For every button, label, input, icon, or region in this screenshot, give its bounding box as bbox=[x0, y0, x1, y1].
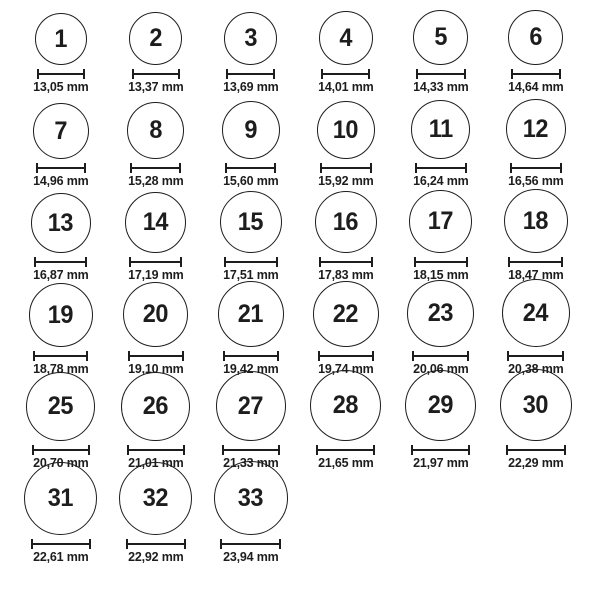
diameter-label: 18,78 mm bbox=[32, 361, 89, 377]
ring-size-item bbox=[203, 380, 298, 474]
diameter-measure-line bbox=[416, 69, 466, 79]
ring-size-item bbox=[108, 380, 203, 474]
ring-circle bbox=[508, 10, 563, 65]
ring-size-item bbox=[298, 286, 393, 380]
ring-size-item bbox=[108, 286, 203, 380]
ring-size-item bbox=[203, 474, 298, 568]
ring-size-number: 8 bbox=[149, 116, 162, 145]
diameter-measure-line bbox=[412, 351, 469, 361]
diameter-label: 17,19 mm bbox=[127, 267, 184, 283]
diameter-measure-line bbox=[223, 351, 279, 361]
ring-circle bbox=[214, 461, 288, 535]
ring-circle bbox=[33, 103, 89, 159]
ring-size-item bbox=[13, 286, 108, 380]
ring-circle bbox=[413, 10, 468, 65]
ring-size-number: 29 bbox=[427, 391, 454, 420]
diameter-measure-line bbox=[316, 445, 375, 455]
diameter-measure-line bbox=[415, 163, 467, 173]
diameter-label: 18,15 mm bbox=[412, 267, 469, 283]
ring-circle bbox=[409, 190, 472, 253]
diameter-measure-line bbox=[33, 351, 88, 361]
diameter-label: 16,56 mm bbox=[507, 173, 564, 189]
ring-circle bbox=[315, 191, 377, 253]
ring-size-number: 18 bbox=[522, 206, 549, 235]
diameter-label: 15,28 mm bbox=[127, 173, 184, 189]
diameter-label: 13,05 mm bbox=[32, 79, 89, 95]
ring-circle bbox=[31, 193, 91, 253]
diameter-label: 21,65 mm bbox=[317, 455, 374, 471]
ring-size-item bbox=[393, 98, 488, 192]
ring-circle bbox=[24, 462, 97, 535]
ring-size-item bbox=[298, 380, 393, 474]
diameter-label: 14,33 mm bbox=[412, 79, 469, 95]
ring-size-number: 10 bbox=[332, 115, 359, 144]
diameter-measure-line bbox=[222, 445, 280, 455]
diameter-measure-line bbox=[224, 257, 278, 267]
ring-size-number: 9 bbox=[244, 115, 257, 144]
diameter-label: 15,92 mm bbox=[317, 173, 374, 189]
diameter-label: 20,38 mm bbox=[507, 361, 564, 377]
diameter-measure-line bbox=[34, 257, 87, 267]
ring-circle bbox=[411, 100, 470, 159]
diameter-measure-line bbox=[510, 163, 562, 173]
ring-size-item bbox=[203, 286, 298, 380]
diameter-label: 16,87 mm bbox=[32, 267, 89, 283]
ring-size-item bbox=[298, 192, 393, 286]
diameter-label: 21,97 mm bbox=[412, 455, 469, 471]
ring-size-number: 30 bbox=[522, 390, 549, 419]
diameter-measure-line bbox=[318, 351, 374, 361]
ring-circle bbox=[26, 372, 95, 441]
ring-circle bbox=[224, 12, 277, 65]
diameter-measure-line bbox=[129, 257, 182, 267]
ring-size-item bbox=[488, 380, 583, 474]
ring-circle bbox=[119, 462, 192, 535]
diameter-measure-line bbox=[319, 257, 373, 267]
ring-circle bbox=[502, 279, 570, 347]
diameter-measure-line bbox=[507, 351, 564, 361]
diameter-measure-line bbox=[321, 69, 370, 79]
ring-size-item bbox=[393, 4, 488, 98]
ring-circle bbox=[35, 13, 87, 65]
ring-size-number: 14 bbox=[142, 208, 169, 237]
diameter-measure-line bbox=[411, 445, 470, 455]
ring-circle bbox=[216, 371, 286, 441]
diameter-label: 14,96 mm bbox=[32, 173, 89, 189]
diameter-measure-line bbox=[511, 69, 561, 79]
ring-size-number: 19 bbox=[47, 300, 74, 329]
diameter-measure-line bbox=[31, 539, 91, 549]
ring-size-item bbox=[488, 286, 583, 380]
ring-size-number: 13 bbox=[47, 208, 74, 237]
ring-circle bbox=[29, 283, 93, 347]
ring-size-number: 16 bbox=[332, 207, 359, 236]
ring-size-item bbox=[13, 192, 108, 286]
ring-size-number: 21 bbox=[237, 299, 264, 328]
ring-size-number: 26 bbox=[142, 392, 169, 421]
ring-size-number: 27 bbox=[237, 391, 264, 420]
ring-size-item bbox=[203, 192, 298, 286]
diameter-label: 18,47 mm bbox=[507, 267, 564, 283]
ring-size-number: 6 bbox=[529, 23, 542, 52]
diameter-label: 17,51 mm bbox=[222, 267, 279, 283]
diameter-measure-line bbox=[226, 69, 275, 79]
ring-circle bbox=[220, 191, 282, 253]
ring-circle bbox=[313, 281, 379, 347]
diameter-measure-line bbox=[132, 69, 180, 79]
diameter-label: 15,60 mm bbox=[222, 173, 279, 189]
ring-circle bbox=[222, 101, 280, 159]
ring-size-number: 32 bbox=[142, 484, 169, 513]
ring-size-number: 4 bbox=[339, 23, 352, 52]
ring-circle bbox=[310, 370, 381, 441]
ring-circle bbox=[319, 11, 373, 65]
ring-size-item bbox=[108, 98, 203, 192]
diameter-measure-line bbox=[126, 539, 186, 549]
ring-size-item bbox=[393, 380, 488, 474]
ring-size-item bbox=[488, 4, 583, 98]
ring-circle bbox=[123, 282, 188, 347]
ring-size-number: 20 bbox=[142, 300, 169, 329]
ring-size-item bbox=[393, 192, 488, 286]
diameter-measure-line bbox=[32, 445, 90, 455]
ring-circle bbox=[218, 281, 284, 347]
diameter-label: 20,06 mm bbox=[412, 361, 469, 377]
diameter-label: 20,70 mm bbox=[32, 455, 89, 471]
ring-circle bbox=[504, 189, 568, 253]
ring-size-number: 12 bbox=[522, 114, 549, 143]
diameter-label: 21,01 mm bbox=[127, 455, 184, 471]
diameter-label: 17,83 mm bbox=[317, 267, 374, 283]
ring-circle bbox=[405, 370, 476, 441]
ring-size-number: 5 bbox=[434, 23, 447, 52]
diameter-label: 21,33 mm bbox=[222, 455, 279, 471]
ring-size-item bbox=[13, 4, 108, 98]
diameter-label: 13,37 mm bbox=[127, 79, 184, 95]
diameter-measure-line bbox=[36, 163, 86, 173]
ring-size-item bbox=[203, 98, 298, 192]
ring-size-number: 1 bbox=[54, 24, 67, 53]
diameter-measure-line bbox=[225, 163, 276, 173]
diameter-measure-line bbox=[320, 163, 372, 173]
diameter-label: 22,29 mm bbox=[507, 455, 564, 471]
ring-circle bbox=[500, 369, 572, 441]
diameter-label: 13,69 mm bbox=[222, 79, 279, 95]
ring-size-item bbox=[298, 98, 393, 192]
diameter-measure-line bbox=[508, 257, 563, 267]
ring-circle bbox=[125, 192, 186, 253]
ring-size-item bbox=[488, 98, 583, 192]
ring-size-item bbox=[13, 380, 108, 474]
diameter-label: 14,64 mm bbox=[507, 79, 564, 95]
diameter-measure-line bbox=[127, 445, 185, 455]
ring-size-number: 31 bbox=[47, 484, 74, 513]
diameter-measure-line bbox=[506, 445, 566, 455]
diameter-measure-line bbox=[414, 257, 468, 267]
diameter-label: 14,01 mm bbox=[317, 79, 374, 95]
ring-size-item bbox=[393, 286, 488, 380]
ring-size-number: 17 bbox=[427, 207, 454, 236]
ring-circle bbox=[317, 101, 375, 159]
diameter-label: 22,92 mm bbox=[127, 549, 184, 565]
ring-size-item bbox=[108, 192, 203, 286]
ring-size-item bbox=[488, 192, 583, 286]
ring-size-item bbox=[108, 4, 203, 98]
ring-size-number: 11 bbox=[428, 115, 453, 144]
diameter-label: 16,24 mm bbox=[412, 173, 469, 189]
ring-size-item bbox=[108, 474, 203, 568]
ring-circle bbox=[506, 99, 566, 159]
ring-size-number: 28 bbox=[332, 391, 359, 420]
ring-size-item bbox=[298, 4, 393, 98]
ring-circle bbox=[127, 102, 184, 159]
diameter-label: 23,94 mm bbox=[222, 549, 279, 565]
ring-size-number: 7 bbox=[54, 116, 67, 145]
diameter-measure-line bbox=[130, 163, 181, 173]
ring-size-item bbox=[13, 474, 108, 568]
diameter-measure-line bbox=[220, 539, 281, 549]
ring-size-number: 33 bbox=[237, 483, 264, 512]
diameter-label: 19,10 mm bbox=[127, 361, 184, 377]
ring-size-number: 25 bbox=[47, 392, 74, 421]
ring-size-number: 24 bbox=[522, 298, 549, 327]
ring-size-number: 3 bbox=[244, 24, 257, 53]
ring-circle bbox=[121, 372, 190, 441]
ring-size-item bbox=[13, 98, 108, 192]
ring-size-number: 15 bbox=[237, 207, 264, 236]
diameter-label: 19,74 mm bbox=[317, 361, 374, 377]
ring-size-item bbox=[203, 4, 298, 98]
ring-size-number: 2 bbox=[149, 24, 162, 53]
diameter-label: 22,61 mm bbox=[32, 549, 89, 565]
ring-circle bbox=[407, 280, 474, 347]
diameter-measure-line bbox=[128, 351, 184, 361]
ring-size-number: 23 bbox=[427, 299, 454, 328]
ring-circle bbox=[129, 12, 182, 65]
ring-size-number: 22 bbox=[332, 299, 359, 328]
diameter-measure-line bbox=[37, 69, 85, 79]
diameter-label: 19,42 mm bbox=[222, 361, 279, 377]
